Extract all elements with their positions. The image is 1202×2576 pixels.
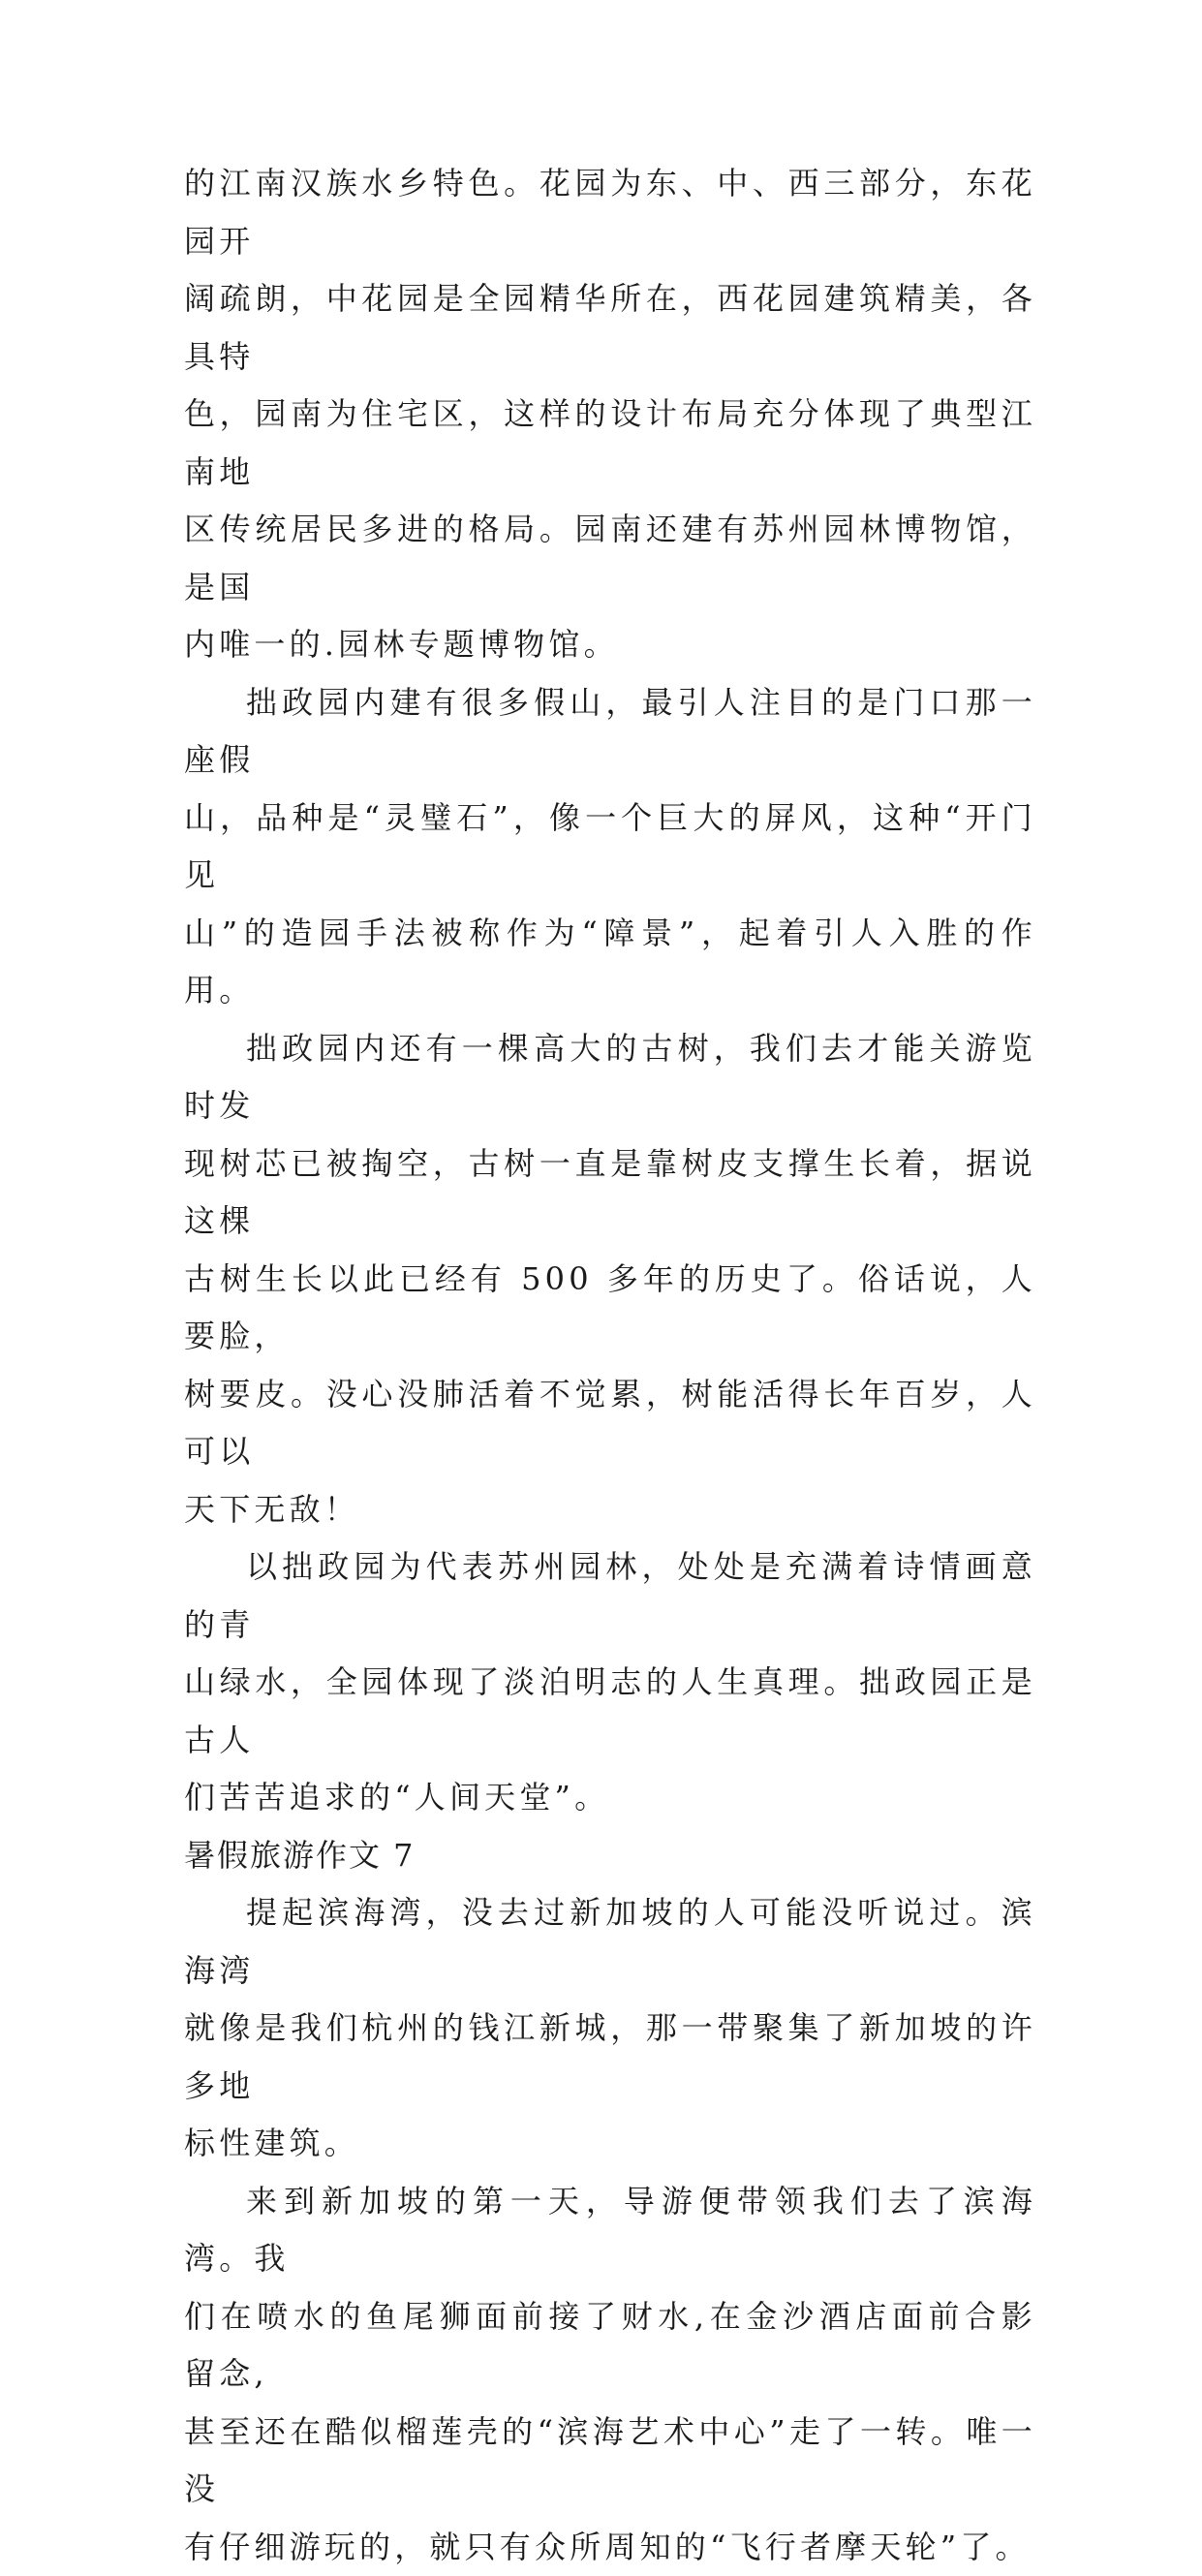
text-line: 来到新加坡的第一天，导游便带领我们去了滨海湾。我 [184, 2173, 1036, 2288]
text-line: 拙政园内建有很多假山，最引人注目的是门口那一座假 [184, 674, 1036, 790]
text-line: 们苦苦追求的“人间天堂”。 [184, 1769, 1036, 1827]
text-line: 就像是我们杭州的钱江新城，那一带聚集了新加坡的许多地 [184, 2000, 1036, 2115]
text-line: 甚至还在酷似榴莲壳的“滨海艺术中心”走了一转。唯一没 [184, 2404, 1036, 2519]
paragraph-p4 [184, 1538, 1036, 1827]
paragraph-p6 [184, 2173, 1036, 2576]
text-line: 们在喷水的鱼尾狮面前接了财水,在金沙酒店面前合影留念, [184, 2288, 1036, 2404]
text-line: 古树生长以此已经有 500 多年的历史了。俗话说，人要脸， [184, 1251, 1036, 1366]
text-line: 树要皮。没心没肺活着不觉累，树能活得长年百岁，人可以 [184, 1366, 1036, 1481]
text-line: 山，品种是“灵璧石”，像一个巨大的屏风，这种“开门见 [184, 790, 1036, 905]
paragraph-p5 [184, 1884, 1036, 2173]
text-line: 标性建筑。 [184, 2115, 1036, 2173]
text-line: 阔疏朗，中花园是全园精华所在，西花园建筑精美，各具特 [184, 270, 1036, 386]
text-line: 天下无敌！ [184, 1481, 1036, 1539]
text-line: 山绿水，全园体现了淡泊明志的人生真理。拙政园正是古人 [184, 1654, 1036, 1769]
text-line: 以拙政园为代表苏州园林，处处是充满着诗情画意的青 [184, 1538, 1036, 1654]
text-line: 山”的造园手法被称作为“障景”，起着引人入胜的作用。 [184, 905, 1036, 1020]
paragraph-p1 [184, 155, 1036, 674]
text-line: 现树芯已被掏空，古树一直是靠树皮支撑生长着，据说这棵 [184, 1135, 1036, 1251]
paragraph-p3 [184, 1020, 1036, 1539]
text-line: 有仔细游玩的，就只有众所周知的“飞行者摩天轮”了。 [184, 2519, 1036, 2576]
section-heading: 暑假旅游作文 7 [184, 1827, 1036, 1885]
document-body [184, 155, 1036, 2576]
text-line: 内唯一的.园林专题博物馆。 [184, 616, 1036, 674]
text-line: 提起滨海湾，没去过新加坡的人可能没听说过。滨海湾 [184, 1884, 1036, 2000]
text-line: 的江南汉族水乡特色。花园为东、中、西三部分，东花园开 [184, 155, 1036, 270]
text-line: 色，园南为住宅区，这样的设计布局充分体现了典型江南地 [184, 386, 1036, 501]
text-line: 区传统居民多进的格局。园南还建有苏州园林博物馆，是国 [184, 501, 1036, 616]
text-line: 拙政园内还有一棵高大的古树，我们去才能关游览时发 [184, 1020, 1036, 1135]
paragraph-p2 [184, 674, 1036, 1020]
